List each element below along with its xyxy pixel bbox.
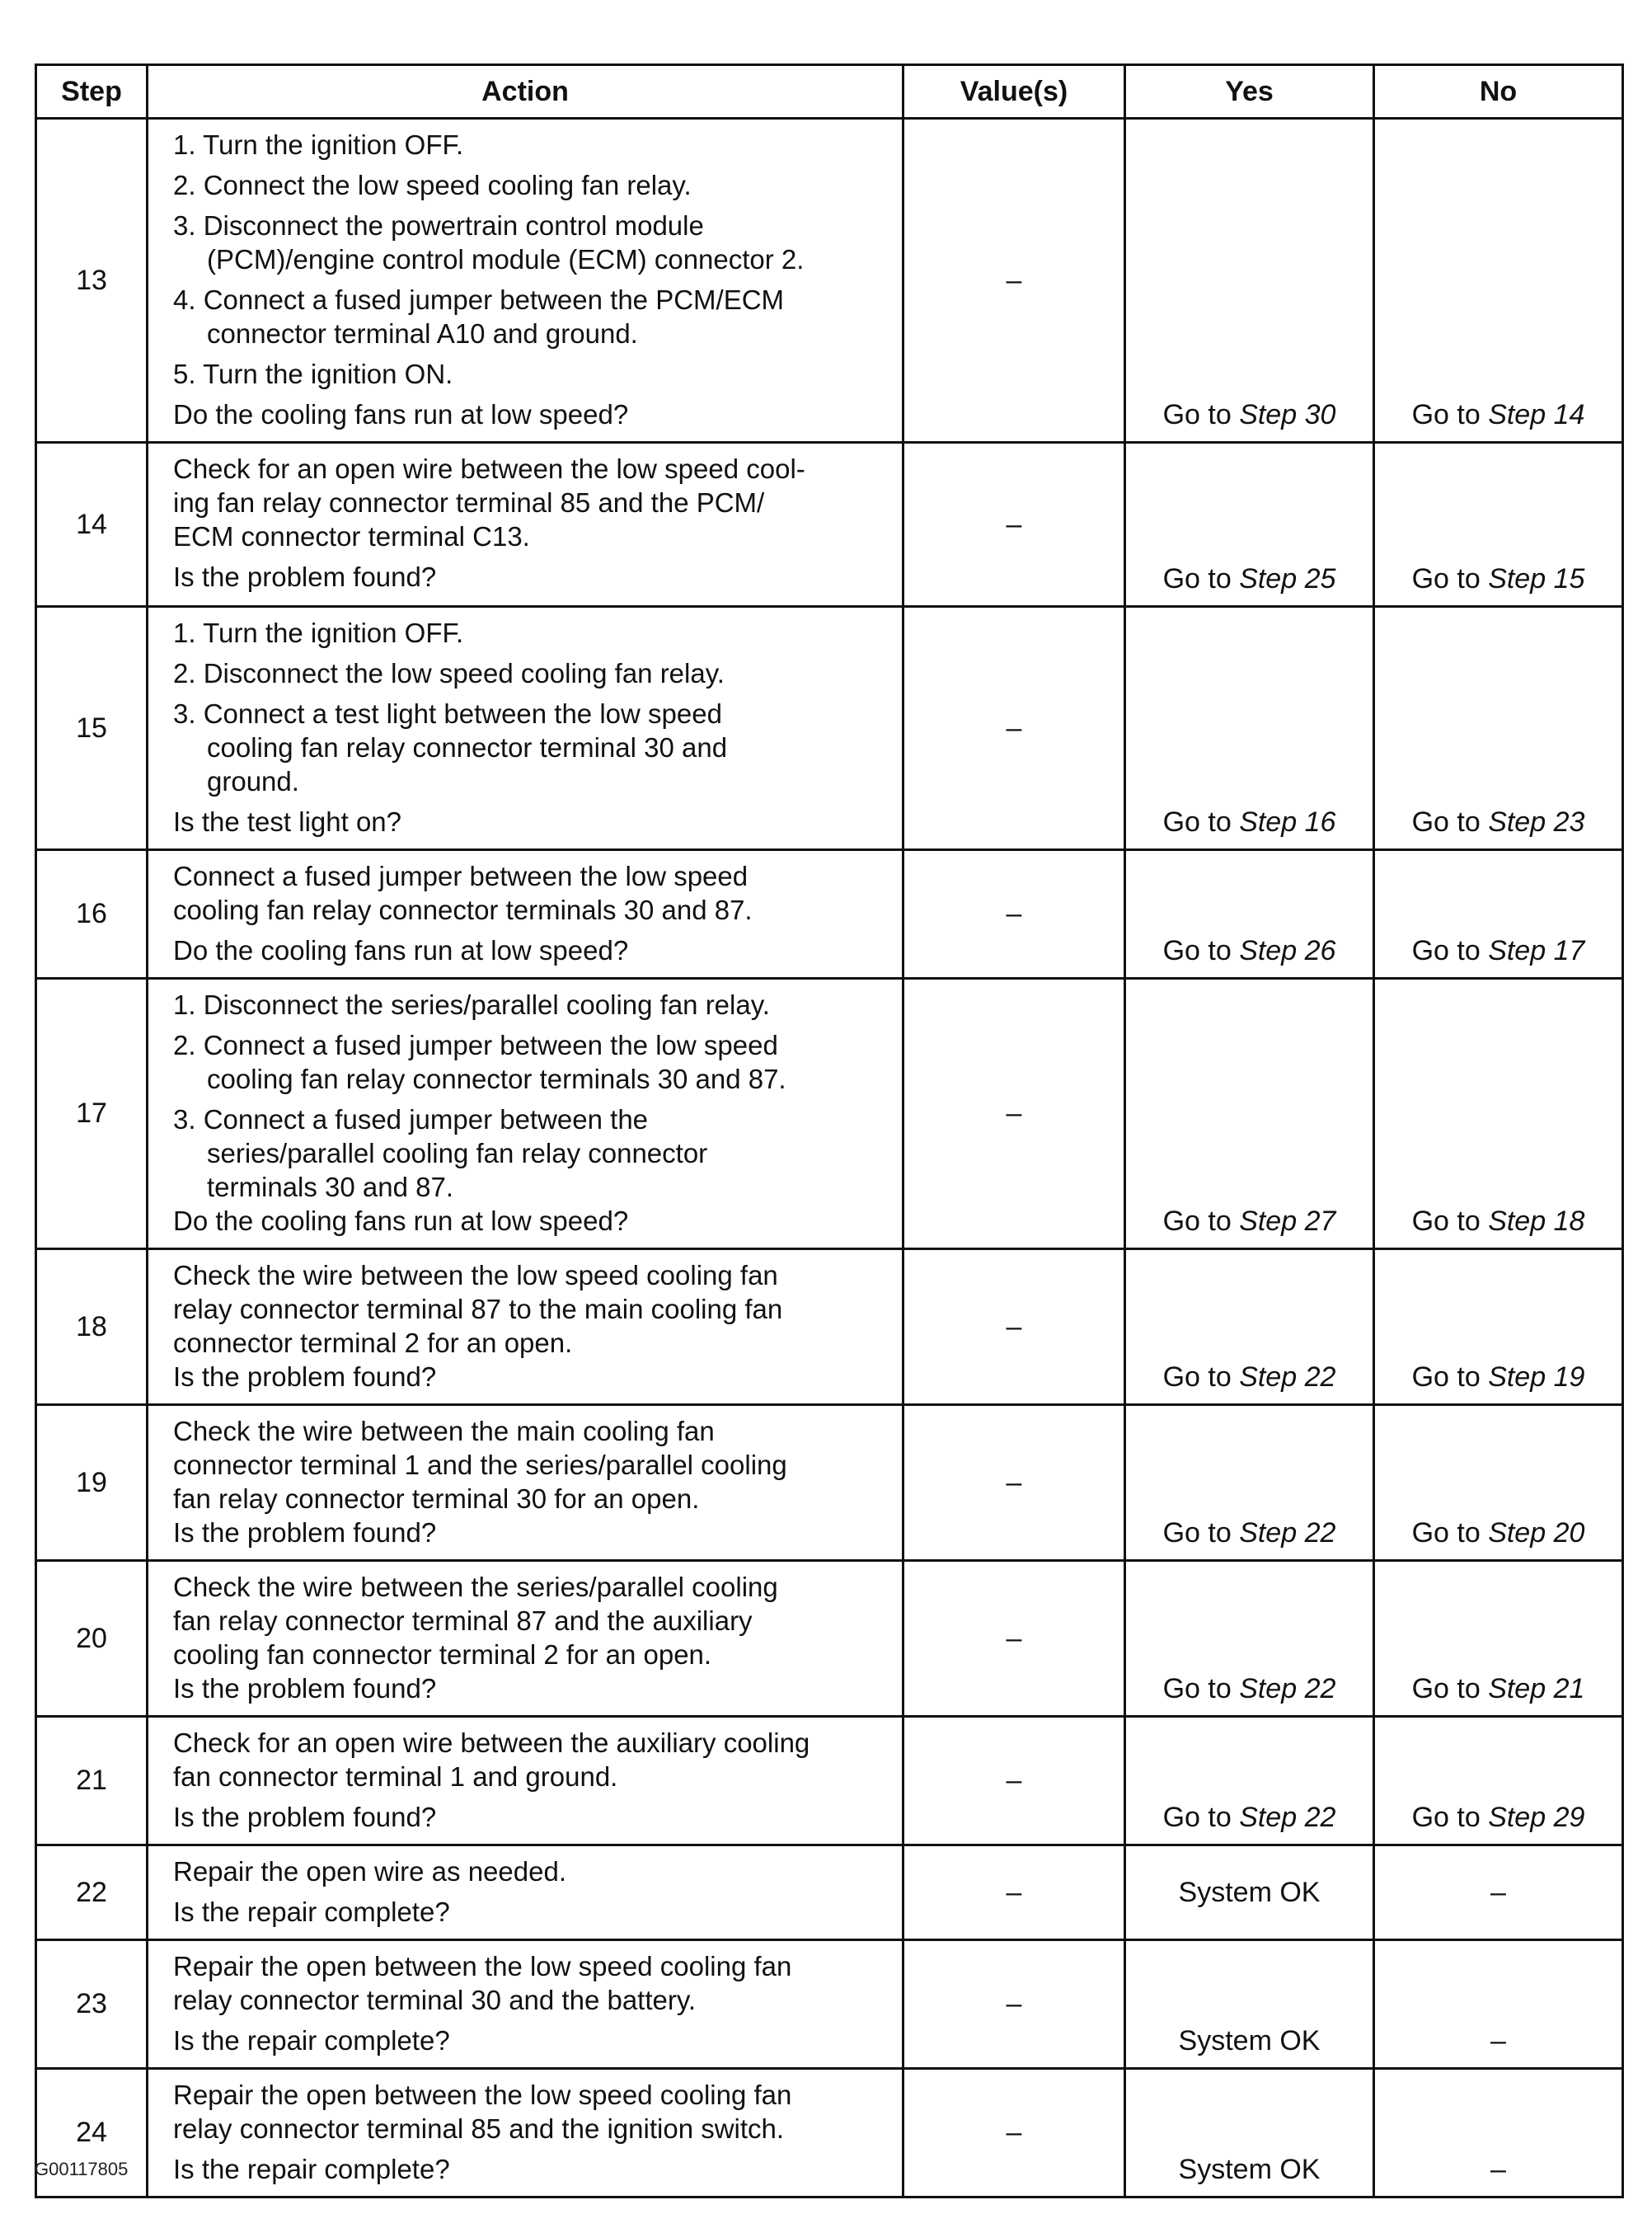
- yes-outcome: [1125, 607, 1374, 850]
- action-line: Check for an open wire between the low speed cool-: [173, 454, 805, 484]
- table-row: [36, 2069, 1623, 2197]
- no-outcome: [1374, 2069, 1623, 2197]
- action-line: series/parallel cooling fan relay connector: [207, 1138, 708, 1168]
- action-cell: [148, 1940, 903, 2069]
- no-outcome: [1374, 1717, 1623, 1845]
- diagnostic-table: [35, 63, 1624, 2198]
- step-number: 24: [36, 2069, 148, 2197]
- action-line: relay connector terminal 30 and the battery.: [173, 1985, 697, 2015]
- yes-outcome: [1125, 2069, 1374, 2197]
- table-row: [36, 119, 1623, 443]
- table-row: [36, 1845, 1623, 1940]
- action-cell: [148, 850, 903, 979]
- action-line: 4. Connect a fused jumper between the PCM/ECM: [173, 284, 785, 315]
- action-line: Is the test light on?: [173, 806, 402, 837]
- value-cell: –: [903, 1405, 1125, 1561]
- action-line: ECM connector terminal C13.: [173, 521, 530, 552]
- action-cell: [148, 443, 903, 607]
- figure-code: G00117805: [35, 2159, 129, 2179]
- step-number: 19: [36, 1405, 148, 1561]
- goto-step-link: Step 21: [1488, 1673, 1585, 1704]
- action-line: 1. Turn the ignition OFF.: [173, 618, 464, 648]
- goto-step-link: Step 26: [1239, 935, 1336, 966]
- value-cell: –: [903, 1249, 1125, 1405]
- goto-step-link: Step 16: [1239, 806, 1336, 838]
- action-line: cooling fan relay connector terminals 30 and 87.: [207, 1064, 786, 1094]
- action-line: fan relay connector terminal 87 and the auxiliary: [173, 1605, 753, 1636]
- step-number: 16: [36, 850, 148, 979]
- table-row: [36, 1561, 1623, 1717]
- header-values: Value(s): [903, 65, 1125, 119]
- yes-outcome: [1125, 1717, 1374, 1845]
- action-line: 2. Connect a fused jumper between the low speed: [173, 1030, 778, 1060]
- table-row: [36, 1940, 1623, 2069]
- action-line: cooling fan relay connector terminal 30 and: [207, 732, 728, 763]
- action-line: 3. Connect a fused jumper between the: [173, 1104, 649, 1135]
- step-number: 13: [36, 119, 148, 443]
- action-line: 3. Disconnect the powertrain control module: [173, 210, 704, 241]
- action-line: connector terminal 1 and the series/parallel cooling: [173, 1450, 787, 1480]
- action-line: 2. Connect the low speed cooling fan relay.: [173, 170, 692, 200]
- action-line: Is the repair complete?: [173, 1897, 450, 1927]
- step-number: 15: [36, 607, 148, 850]
- action-line: ing fan relay connector terminal 85 and the PCM/: [173, 487, 765, 518]
- value-cell: –: [903, 119, 1125, 443]
- action-line: terminals 30 and 87.: [207, 1172, 454, 1202]
- value-cell: –: [903, 2069, 1125, 2197]
- no-outcome: [1374, 607, 1623, 850]
- yes-outcome: [1125, 443, 1374, 607]
- table-row: [36, 1249, 1623, 1405]
- yes-outcome-text: Go to: [1162, 1517, 1240, 1549]
- header-yes: Yes: [1125, 65, 1374, 119]
- goto-step-link: Step 27: [1239, 1206, 1336, 1237]
- yes-outcome-text: Go to: [1162, 1673, 1240, 1704]
- action-line: fan connector terminal 1 and ground.: [173, 1761, 618, 1792]
- no-outcome: [1374, 1845, 1623, 1940]
- goto-step-link: Step 29: [1488, 1802, 1585, 1833]
- action-cell: [148, 1561, 903, 1717]
- header-action: Action: [148, 65, 903, 119]
- table-row: [36, 850, 1623, 979]
- action-line: Check the wire between the main cooling fan: [173, 1416, 715, 1446]
- action-line: connector terminal A10 and ground.: [207, 318, 638, 349]
- yes-outcome-text: Go to: [1162, 1361, 1240, 1393]
- action-line: Is the problem found?: [173, 1802, 437, 1832]
- no-outcome-text: –: [1490, 1876, 1506, 1908]
- no-outcome-text: Go to: [1411, 399, 1489, 430]
- goto-step-link: Step 20: [1488, 1517, 1585, 1549]
- action-cell: [148, 1717, 903, 1845]
- action-line: Is the problem found?: [173, 1361, 437, 1392]
- action-line: 5. Turn the ignition ON.: [173, 359, 453, 389]
- no-outcome-text: Go to: [1411, 935, 1489, 966]
- no-outcome-text: Go to: [1411, 1206, 1489, 1237]
- step-number: 22: [36, 1845, 148, 1940]
- action-line: Do the cooling fans run at low speed?: [173, 399, 629, 430]
- header-step: Step: [36, 65, 148, 119]
- action-line: 1. Turn the ignition OFF.: [173, 129, 464, 160]
- yes-outcome-text: Go to: [1162, 1802, 1240, 1833]
- no-outcome: [1374, 119, 1623, 443]
- yes-outcome: [1125, 1845, 1374, 1940]
- table-row: [36, 1405, 1623, 1561]
- no-outcome-text: –: [1490, 2154, 1506, 2185]
- goto-step-link: Step 22: [1239, 1673, 1336, 1704]
- action-line: Do the cooling fans run at low speed?: [173, 1206, 629, 1236]
- action-line: cooling fan relay connector terminals 30 and 87.: [173, 895, 753, 925]
- yes-outcome-text: System OK: [1178, 1876, 1321, 1908]
- table-row: [36, 979, 1623, 1249]
- table-row: [36, 443, 1623, 607]
- action-cell: [148, 979, 903, 1249]
- action-line: Repair the open between the low speed cooling fan: [173, 1951, 792, 1981]
- action-line: Is the problem found?: [173, 1517, 437, 1548]
- value-cell: –: [903, 607, 1125, 850]
- step-number: 21: [36, 1717, 148, 1845]
- yes-outcome: [1125, 850, 1374, 979]
- no-outcome: [1374, 1940, 1623, 2069]
- value-cell: –: [903, 1845, 1125, 1940]
- action-line: Do the cooling fans run at low speed?: [173, 935, 629, 966]
- header-row: [36, 65, 1623, 119]
- action-line: Check the wire between the series/parallel cooling: [173, 1572, 778, 1602]
- goto-step-link: Step 18: [1488, 1206, 1585, 1237]
- goto-step-link: Step 17: [1488, 935, 1585, 966]
- yes-outcome-text: System OK: [1178, 2154, 1321, 2185]
- action-cell: [148, 1405, 903, 1561]
- yes-outcome-text: Go to: [1162, 935, 1240, 966]
- no-outcome: [1374, 979, 1623, 1249]
- action-line: Repair the open between the low speed cooling fan: [173, 2080, 792, 2110]
- goto-step-link: Step 25: [1239, 563, 1336, 595]
- action-cell: [148, 607, 903, 850]
- no-outcome-text: Go to: [1411, 1802, 1489, 1833]
- no-outcome: [1374, 1405, 1623, 1561]
- value-cell: –: [903, 1717, 1125, 1845]
- yes-outcome-text: Go to: [1162, 399, 1240, 430]
- step-number: 20: [36, 1561, 148, 1717]
- action-cell: [148, 2069, 903, 2197]
- goto-step-link: Step 22: [1239, 1802, 1336, 1833]
- action-line: Is the problem found?: [173, 1673, 437, 1704]
- action-line: connector terminal 2 for an open.: [173, 1328, 573, 1358]
- table-row: [36, 1717, 1623, 1845]
- yes-outcome: [1125, 1940, 1374, 2069]
- value-cell: –: [903, 1561, 1125, 1717]
- action-line: 1. Disconnect the series/parallel cooling fan relay.: [173, 989, 770, 1020]
- no-outcome: [1374, 443, 1623, 607]
- action-cell: [148, 1249, 903, 1405]
- action-line: ground.: [207, 766, 299, 797]
- action-line: 3. Connect a test light between the low speed: [173, 698, 722, 729]
- no-outcome: [1374, 1561, 1623, 1717]
- value-cell: –: [903, 1940, 1125, 2069]
- goto-step-link: Step 22: [1239, 1517, 1336, 1549]
- step-number: 17: [36, 979, 148, 1249]
- goto-step-link: Step 23: [1488, 806, 1585, 838]
- action-line: relay connector terminal 85 and the ignition switch.: [173, 2113, 785, 2144]
- no-outcome-text: Go to: [1411, 806, 1489, 838]
- action-line: (PCM)/engine control module (ECM) connector 2.: [207, 244, 805, 275]
- yes-outcome: [1125, 119, 1374, 443]
- action-line: Check for an open wire between the auxiliary cooling: [173, 1727, 810, 1758]
- yes-outcome: [1125, 979, 1374, 1249]
- value-cell: –: [903, 850, 1125, 979]
- no-outcome: [1374, 1249, 1623, 1405]
- step-number: 18: [36, 1249, 148, 1405]
- no-outcome-text: Go to: [1411, 1673, 1489, 1704]
- value-cell: –: [903, 443, 1125, 607]
- action-cell: [148, 1845, 903, 1940]
- action-line: Is the repair complete?: [173, 2154, 450, 2184]
- no-outcome: [1374, 850, 1623, 979]
- goto-step-link: Step 19: [1488, 1361, 1585, 1393]
- yes-outcome: [1125, 1561, 1374, 1717]
- yes-outcome-text: Go to: [1162, 563, 1240, 595]
- no-outcome-text: Go to: [1411, 1361, 1489, 1393]
- no-outcome-text: Go to: [1411, 1517, 1489, 1549]
- yes-outcome-text: Go to: [1162, 806, 1240, 838]
- action-line: Is the problem found?: [173, 562, 437, 592]
- no-outcome-text: Go to: [1411, 563, 1489, 595]
- yes-outcome-text: System OK: [1178, 2025, 1321, 2056]
- yes-outcome: [1125, 1249, 1374, 1405]
- no-outcome-text: –: [1490, 2025, 1506, 2056]
- goto-step-link: Step 14: [1488, 399, 1585, 430]
- step-number: 23: [36, 1940, 148, 2069]
- action-line: relay connector terminal 87 to the main cooling fan: [173, 1294, 783, 1324]
- goto-step-link: Step 30: [1239, 399, 1336, 430]
- value-cell: –: [903, 979, 1125, 1249]
- header-no: No: [1374, 65, 1623, 119]
- goto-step-link: Step 22: [1239, 1361, 1336, 1393]
- yes-outcome-text: Go to: [1162, 1206, 1240, 1237]
- action-line: Is the repair complete?: [173, 2025, 450, 2056]
- goto-step-link: Step 15: [1488, 563, 1585, 595]
- yes-outcome: [1125, 1405, 1374, 1561]
- step-number: 14: [36, 443, 148, 607]
- action-line: Check the wire between the low speed cooling fan: [173, 1260, 778, 1290]
- action-line: Connect a fused jumper between the low speed: [173, 861, 749, 891]
- action-line: 2. Disconnect the low speed cooling fan relay.: [173, 658, 725, 689]
- action-cell: [148, 119, 903, 443]
- action-line: cooling fan connector terminal 2 for an open.: [173, 1639, 712, 1670]
- action-line: Repair the open wire as needed.: [173, 1856, 566, 1887]
- table-row: [36, 607, 1623, 850]
- action-line: fan relay connector terminal 30 for an open.: [173, 1483, 700, 1514]
